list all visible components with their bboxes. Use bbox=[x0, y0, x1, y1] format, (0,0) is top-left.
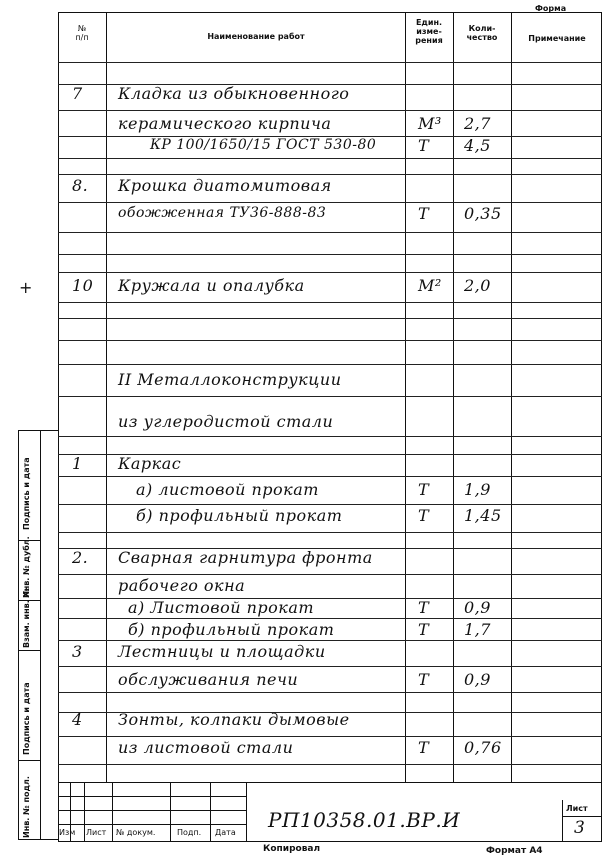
row-number: 8. bbox=[72, 176, 89, 195]
grid-line bbox=[58, 574, 602, 575]
row-number: 2. bbox=[72, 548, 89, 567]
grid-line bbox=[58, 364, 602, 365]
row-number: 3 bbox=[72, 642, 83, 661]
row-name: керамического кирпича bbox=[118, 114, 332, 133]
row-name: Сварная гарнитура фронта bbox=[118, 548, 373, 567]
row-unit: Т bbox=[418, 480, 430, 499]
stamp-col-izm: Изм bbox=[59, 828, 76, 837]
grid-line bbox=[58, 202, 602, 203]
side-label-sign-date-1: Подпись и дата bbox=[22, 682, 31, 755]
row-unit: Т bbox=[418, 738, 430, 757]
row-name: КР 100/1650/15 ГОСТ 530-80 bbox=[150, 137, 377, 153]
header-unit: Един. изме- рения bbox=[415, 18, 443, 46]
side-label-sign-date-2: Подпись и дата bbox=[22, 457, 31, 530]
stamp-col-doc: № докум. bbox=[116, 828, 156, 837]
stamp-col-date: Дата bbox=[215, 828, 236, 837]
row-unit: М² bbox=[418, 276, 442, 295]
grid-line bbox=[58, 62, 602, 63]
grid-line bbox=[58, 232, 602, 233]
row-quantity: 0,9 bbox=[464, 598, 491, 617]
row-name: б) профильный прокат bbox=[128, 620, 335, 639]
row-number: 1 bbox=[72, 454, 83, 473]
row-name: Крошка диатомитовая bbox=[118, 176, 332, 195]
row-quantity: 0,76 bbox=[464, 738, 502, 757]
row-unit: Т bbox=[418, 136, 430, 155]
row-name: рабочего окна bbox=[118, 576, 246, 595]
grid-line bbox=[58, 532, 602, 533]
grid-line bbox=[58, 254, 602, 255]
grid-line bbox=[58, 692, 602, 693]
margin-mark: + bbox=[19, 278, 33, 297]
row-name: б) профильный прокат bbox=[136, 506, 343, 525]
grid-line bbox=[58, 476, 602, 477]
row-quantity: 1,45 bbox=[464, 506, 502, 525]
footer-format: Формат А4 bbox=[486, 846, 543, 856]
footer-copied: Копировал bbox=[263, 844, 321, 854]
side-label-inv-podl: Инв. № подл. bbox=[22, 776, 31, 838]
row-quantity: 1,7 bbox=[464, 620, 491, 639]
grid-line bbox=[58, 110, 602, 111]
form-label: Форма bbox=[535, 4, 567, 13]
row-quantity: 4,5 bbox=[464, 136, 491, 155]
row-quantity: 1,9 bbox=[464, 480, 491, 499]
row-name: а) Листовой прокат bbox=[128, 598, 315, 617]
grid-line bbox=[58, 764, 602, 765]
row-name: из листовой стали bbox=[118, 738, 294, 757]
side-label-vzam-inv: Взам. инв. № bbox=[22, 587, 31, 648]
side-label-inv-dubl: Инв. № дубл. bbox=[22, 536, 31, 598]
sheet-number: 3 bbox=[574, 818, 586, 838]
row-unit: Т bbox=[418, 506, 430, 525]
row-name: Кружала и опалубка bbox=[118, 276, 305, 295]
grid-line bbox=[58, 272, 602, 273]
stamp-col-sign: Подп. bbox=[177, 828, 202, 837]
row-number: 4 bbox=[72, 710, 83, 729]
row-quantity: 2,7 bbox=[464, 114, 491, 133]
grid-line bbox=[58, 302, 602, 303]
grid-line bbox=[58, 640, 602, 641]
grid-line bbox=[58, 340, 602, 341]
row-name: обожженная ТУ36-888-83 bbox=[118, 205, 327, 221]
sheet-label: Лист bbox=[566, 804, 588, 813]
row-quantity: 0,9 bbox=[464, 670, 491, 689]
grid-line bbox=[58, 736, 602, 737]
grid-line bbox=[58, 318, 602, 319]
grid-line bbox=[58, 174, 602, 175]
row-unit: М³ bbox=[418, 114, 442, 133]
row-name: а) листовой прокат bbox=[136, 480, 319, 499]
row-unit: Т bbox=[418, 670, 430, 689]
row-number: 10 bbox=[72, 276, 94, 295]
grid-line bbox=[58, 158, 602, 159]
row-name: II Металлоконструкции bbox=[118, 370, 342, 389]
row-quantity: 0,35 bbox=[464, 204, 502, 223]
row-name: Кладка из обыкновенного bbox=[118, 84, 350, 103]
row-name: Зонты, колпаки дымовые bbox=[118, 710, 350, 729]
row-unit: Т bbox=[418, 204, 430, 223]
row-name: обслуживания печи bbox=[118, 670, 299, 689]
row-name: Каркас bbox=[118, 454, 182, 473]
row-unit: Т bbox=[418, 620, 430, 639]
row-name: из углеродистой стали bbox=[118, 412, 334, 431]
row-name: Лестницы и площадки bbox=[118, 642, 326, 661]
header-name: Наименование работ bbox=[207, 32, 305, 41]
header-qty: Коли- чество bbox=[466, 24, 498, 43]
grid-line bbox=[58, 504, 602, 505]
grid-line bbox=[58, 618, 602, 619]
grid-line bbox=[58, 666, 602, 667]
row-quantity: 2,0 bbox=[464, 276, 491, 295]
header-num: № п/п bbox=[75, 24, 89, 43]
row-number: 7 bbox=[72, 84, 83, 103]
header-note: Примечание bbox=[528, 34, 586, 43]
grid-line bbox=[58, 436, 602, 437]
row-unit: Т bbox=[418, 598, 430, 617]
stamp-col-list: Лист bbox=[86, 828, 107, 837]
document-designation: РП10358.01.ВР.И bbox=[268, 808, 461, 832]
grid-line bbox=[58, 396, 602, 397]
